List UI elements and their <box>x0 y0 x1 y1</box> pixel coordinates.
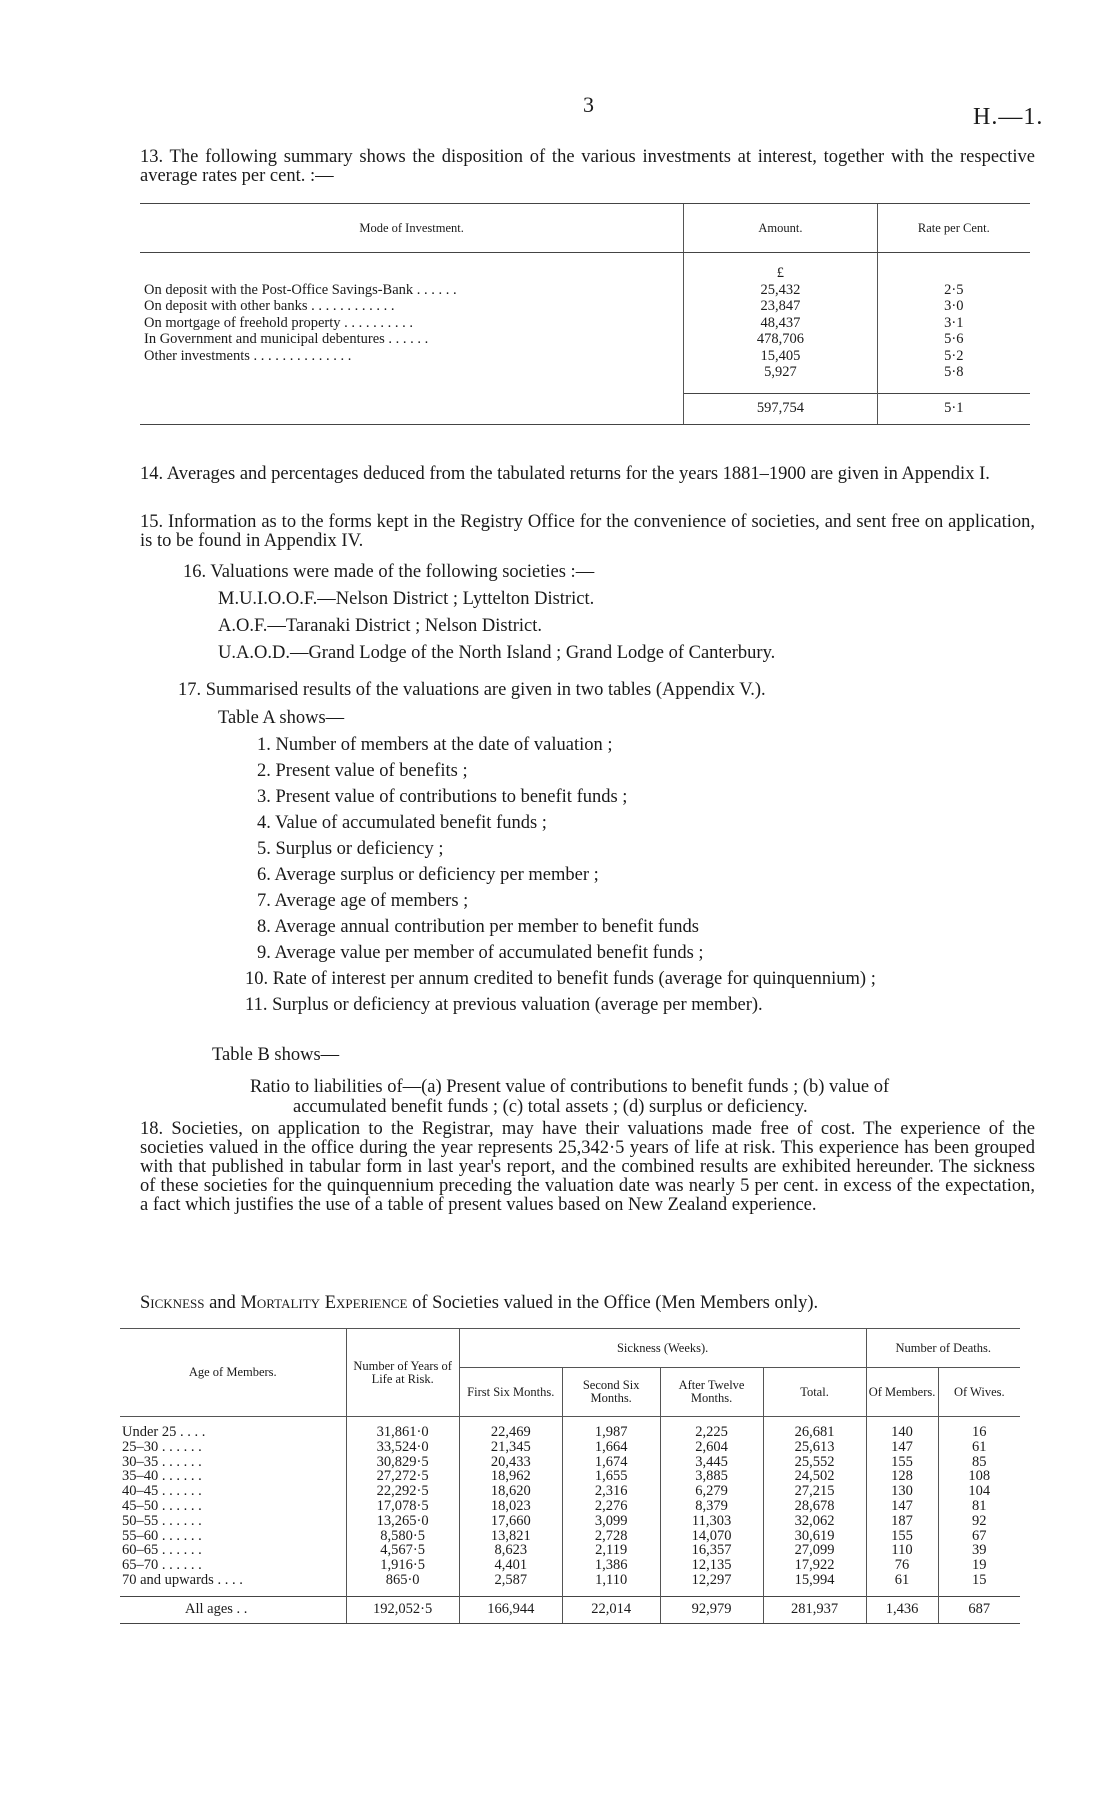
investment-amount: 23,847 <box>684 298 877 315</box>
society-item: A.O.F.—Taranaki District ; Nelson District. <box>218 616 543 636</box>
table-row: 55–60 . . . . . . 8,580·5 13,821 2,728 14,070 30,619 155 67 <box>122 1527 987 1544</box>
leader-dots: . . <box>236 1601 248 1618</box>
investment-amount: 15,405 <box>684 348 877 365</box>
table-row: 35–40 . . . . . . 27,272·5 18,962 1,655 3,885 24,502 128 108 <box>122 1468 991 1485</box>
investment-rate: 5·2 <box>877 348 1030 365</box>
investment-mode: On mortgage of freehold property <box>144 314 341 331</box>
table-b-ratio-line: Ratio to liabilities of—(a) Present value of contributions to benefit funds ; (b) value of <box>250 1077 890 1097</box>
investment-total-rate: 5·1 <box>877 393 1030 424</box>
leader-dots: . . . . . . <box>161 1542 202 1559</box>
investments-table <box>140 203 1030 425</box>
leader-dots: . . . . . . . . . . . . . . <box>253 347 352 364</box>
leader-dots: . . . . . . . . . . <box>344 314 413 331</box>
document-reference: H.—1. <box>973 104 1044 130</box>
leader-dots: . . . . . . <box>161 1468 202 1485</box>
society-item: U.A.O.D.—Grand Lodge of the North Island ; Grand Lodge of Canterbury. <box>218 643 776 663</box>
leader-dots: . . . . . . <box>161 1438 202 1455</box>
investment-amount: 48,437 <box>684 315 877 332</box>
paragraph-13: 13. The following summary shows the disposition of the various investments at interest, together with the respective average rates per cent. :— <box>140 147 1035 186</box>
first-six-header: First Six Months. <box>459 1368 562 1417</box>
table-row: 60–65 . . . . . . 4,567·5 8,623 2,119 16,357 27,099 110 39 <box>122 1542 987 1559</box>
leader-dots: . . . . . . <box>416 281 457 298</box>
sickness-mortality-table <box>120 1328 1020 1624</box>
table-a-item: 4. Value of accumulated benefit funds ; <box>257 813 547 833</box>
table-a-item: 1. Number of members at the date of valuation ; <box>257 735 613 755</box>
table-row: 25–30 . . . . . . 33,524·0 21,345 1,664 2,604 25,613 147 61 <box>122 1438 987 1455</box>
investment-rate: 2·5 <box>877 282 1030 299</box>
table-a-item: 9. Average value per member of accumulated benefit funds ; <box>257 943 704 963</box>
leader-dots: . . . . <box>180 1424 206 1440</box>
investment-total-row <box>140 393 1030 424</box>
society-item: M.U.I.O.O.F.—Nelson District ; Lyttelton District. <box>218 589 595 609</box>
years-at-risk-header: Number of Years of Life at Risk. <box>346 1329 459 1417</box>
after-twelve-header: After Twelve Months. <box>660 1368 763 1417</box>
investment-rate: 3·0 <box>877 298 1030 315</box>
table-row: 45–50 . . . . . . 17,078·5 18,023 2,276 8,379 28,678 147 81 <box>122 1497 987 1514</box>
leader-dots: . . . . . . <box>161 1512 202 1529</box>
leader-dots: . . . . . . . . . . . . <box>311 298 395 314</box>
sickness-weeks-header: Sickness (Weeks). <box>459 1329 866 1368</box>
table-b-label: Table B shows— <box>212 1045 340 1065</box>
table-row: 65–70 . . . . . . 1,916·5 4,401 1,386 12,135 17,922 76 19 <box>122 1557 987 1574</box>
paragraph-18: 18. Societies, on application to the Registrar, may have their valuations made free of cost. The experience of the societies valued in the office during the year represents 25,342·5 years of life at risk. This experience has been grouped with that published in tabular form in last year's report, and the combined results are exhibited hereunder. The sickness of these societies for the quinquennium preceding the valuation date was nearly 5 per cent. in excess of the expectation, a fact which justifies the use of a table of present values based on New Zealand experience. <box>140 1119 1035 1215</box>
investment-mode: On deposit with other banks <box>144 298 308 314</box>
age-header: Age of Members. <box>120 1329 346 1417</box>
table-a-item: 3. Present value of contributions to benefit funds ; <box>257 787 628 807</box>
table-a-item: 11. Surplus or deficiency at previous valuation (average per member). <box>245 995 763 1015</box>
leader-dots: . . . . . . <box>161 1453 202 1470</box>
investment-amount: 25,432 <box>684 282 877 299</box>
investment-mode: On deposit with the Post-Office Savings-Bank <box>144 281 414 298</box>
investment-row <box>140 364 1030 393</box>
investment-rate-header: Rate per Cent. <box>877 204 1030 253</box>
investment-rate: 3·1 <box>877 315 1030 332</box>
investment-mode: Other investments <box>144 347 250 364</box>
table-a-item: 2. Present value of benefits ; <box>257 761 468 781</box>
deaths-header: Number of Deaths. <box>866 1329 1020 1368</box>
table-a-item: 7. Average age of members ; <box>257 891 469 911</box>
deaths-wives-header: Of Wives. <box>938 1368 1020 1417</box>
table-a-item: 10. Rate of interest per annum credited to benefit funds (average for quinquennium) ; <box>245 969 876 989</box>
leader-dots: . . . . . . <box>161 1497 202 1514</box>
investment-mode: In Government and municipal debentures <box>144 331 385 347</box>
table-a-item: 6. Average surplus or deficiency per member ; <box>257 865 599 885</box>
investment-amount: 478,706 <box>684 331 877 348</box>
investment-rate: 5·8 <box>877 364 1030 393</box>
paragraph-14: 14. Averages and percentages deduced from the tabulated returns for the years 1881–1900 are given in Appendix I. <box>140 464 990 484</box>
currency-symbol: £ <box>684 253 877 282</box>
leader-dots: . . . . <box>217 1571 243 1588</box>
paragraph-15: 15. Information as to the forms kept in the Registry Office for the convenience of societies, and sent free on application, is to be found in Appendix IV. <box>140 512 1035 551</box>
investment-amount: 5,927 <box>684 364 877 393</box>
table-a-label: Table A shows— <box>218 708 345 728</box>
paragraph-16-intro: 16. Valuations were made of the following societies :— <box>183 562 595 582</box>
leader-dots: . . . . . . <box>388 331 429 347</box>
table-a-item: 5. Surplus or deficiency ; <box>257 839 444 859</box>
table-a-item: 8. Average annual contribution per member to benefit funds <box>257 917 699 937</box>
sickness-table-title: Sickness and Mortality Experience of Societies valued in the Office (Men Members only). <box>140 1293 819 1313</box>
table-row: 30–35 . . . . . . 30,829·5 20,433 1,674 3,445 25,552 155 85 <box>122 1453 987 1470</box>
investment-row <box>140 282 1030 299</box>
paragraph-17-intro: 17. Summarised results of the valuations are given in two tables (Appendix V.). <box>178 680 766 700</box>
investment-total-amount: 597,754 <box>684 393 877 424</box>
table-row: Under 25 . . . . 31,861·0 22,469 1,987 2,225 26,681 140 16 <box>120 1417 1020 1440</box>
investment-rate: 5·6 <box>877 331 1030 348</box>
leader-dots: . . . . . . <box>161 1557 202 1574</box>
deaths-members-header: Of Members. <box>866 1368 938 1417</box>
page-number: 3 <box>583 92 594 117</box>
investment-row <box>140 298 1030 315</box>
sickness-total-header: Total. <box>763 1368 866 1417</box>
investment-mode-header: Mode of Investment. <box>140 204 684 253</box>
table-total-row: All ages . . 192,052·5 166,944 22,014 92,979 281,937 1,436 687 <box>120 1596 1020 1623</box>
table-row: 70 and upwards . . . . 865·0 2,587 1,110 12,297 15,994 61 15 <box>120 1573 1020 1596</box>
second-six-header: Second Six Months. <box>562 1368 660 1417</box>
leader-dots: . . . . . . <box>161 1527 202 1544</box>
investment-row <box>140 331 1030 348</box>
table-row: 40–45 . . . . . . 22,292·5 18,620 2,316 6,279 27,215 130 104 <box>122 1483 991 1500</box>
investment-row <box>140 348 1030 365</box>
table-b-ratio-line: accumulated benefit funds ; (c) total assets ; (d) surplus or deficiency. <box>293 1097 808 1117</box>
investment-amount-header: Amount. <box>684 204 877 253</box>
investment-row <box>140 315 1030 332</box>
leader-dots: . . . . . . <box>161 1483 202 1500</box>
table-row: 50–55 . . . . . . 13,265·0 17,660 3,099 11,303 32,062 187 92 <box>122 1512 987 1529</box>
